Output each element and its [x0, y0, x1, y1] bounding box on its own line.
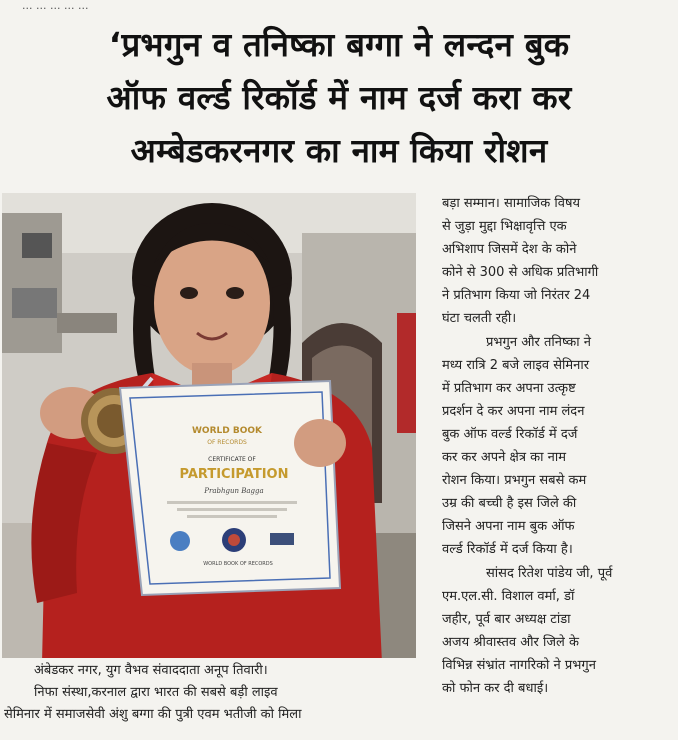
- column-line: घंटा चलती रही।: [442, 311, 517, 327]
- column-line: प्रदर्शन दे कर अपना नाम लंदन: [442, 403, 585, 419]
- column-line: उम्र की बच्ची है इस जिले की: [442, 496, 577, 512]
- column-line: जिसने अपना नाम बुक ऑफ: [442, 519, 575, 535]
- column-line: मध्य रात्रि 2 बजे लाइव सेमिनार: [442, 357, 590, 373]
- column-line: वर्ल्ड रिकॉर्ड में दर्ज किया है।: [442, 542, 573, 558]
- column-line: एम.एल.सी. विशाल वर्मा, डॉ: [442, 588, 575, 604]
- caption-line-2: निफा संस्था,करनाल द्वारा भारत की सबसे बड़ी लाइव: [34, 685, 278, 700]
- photo-girl-with-certificate: [2, 193, 416, 658]
- certificate-footer: WORLD BOOK OF RECORDS: [203, 561, 273, 567]
- column-line: जहीर, पूर्व बार अध्यक्ष टांडा: [442, 611, 571, 627]
- column-line: रोशन किया। प्रभगुन सबसे कम: [442, 473, 587, 489]
- cut-off-text-strip: ... ... ... ... ...: [22, 0, 89, 12]
- column-line: ने प्रतिभाग किया जो निरंतर 24: [442, 288, 591, 304]
- column-line: बुक ऑफ वर्ल्ड रिकॉर्ड में दर्ज: [442, 426, 578, 442]
- column-line: प्रभगुन और तनिष्का ने: [486, 334, 591, 350]
- certificate-logo-2: OF RECORDS: [207, 439, 247, 446]
- certificate-name: Prabhgun Bagga: [204, 487, 264, 495]
- column-line: अजय श्रीवास्तव और जिले के: [442, 634, 579, 650]
- column-line: को फोन कर दी बधाई।: [442, 680, 549, 696]
- column-line: कोने से 300 से अधिक प्रतिभागी: [442, 265, 599, 281]
- certificate-title: PARTICIPATION: [179, 467, 289, 482]
- photo-caption: [4, 660, 430, 726]
- news-photo: [2, 193, 416, 658]
- caption-line-3: सेमिनार में समाजसेवी अंशु बग्गा की पुत्री एवम भतीजी को मिला: [4, 707, 302, 722]
- column-line: से जुड़ा मुद्दा भिक्षावृत्ति एक: [442, 219, 567, 235]
- column-line: कर कर अपने क्षेत्र का नाम: [442, 450, 566, 466]
- certificate-logo-1: WORLD BOOK: [192, 426, 262, 436]
- certificate-heading: CERTIFICATE OF: [208, 456, 256, 463]
- headline-line-1: ‘प्रभगुन व तनिष्का बग्गा ने लन्दन बुक: [108, 25, 570, 64]
- column-line: अभिशाप जिसमें देश के कोने: [442, 242, 577, 258]
- column-line: बड़ा सम्मान। सामाजिक विषय: [442, 196, 581, 211]
- column-line: विभिन्न संभ्रांत नागरिको ने प्रभगुन: [442, 657, 596, 673]
- headline-line-2: ऑफ वर्ल्ड रिकॉर्ड में नाम दर्ज करा कर: [106, 78, 572, 117]
- column-line: सांसद रितेश पांडेय जी, पूर्व: [486, 565, 613, 581]
- caption-line-1: अंबेडकर नगर, युग वैभव संवाददाता अनूप तिवारी।: [34, 663, 268, 678]
- headline-line-3: अम्बेडकरनगर का नाम किया रोशन: [130, 131, 548, 170]
- headline: [8, 18, 670, 177]
- column-line: में प्रतिभाग कर अपना उत्कृष्ट: [442, 380, 576, 396]
- article-column: [442, 192, 672, 700]
